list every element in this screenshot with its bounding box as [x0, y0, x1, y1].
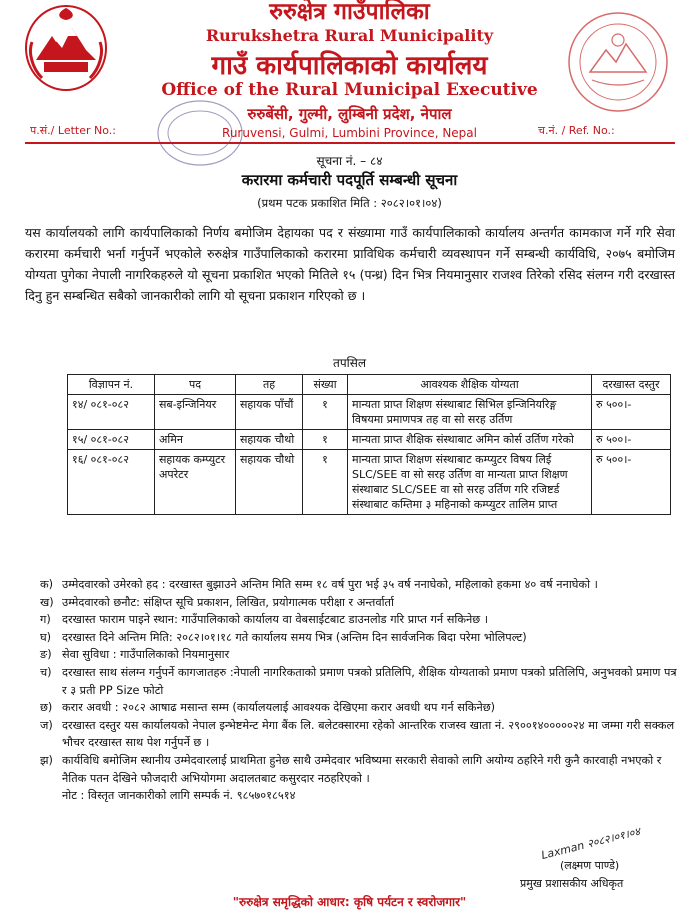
note-text: कार्यविधि बमोजिम स्थानीय उम्मेदवारलाई प्राथमिता हुनेछ साथै उम्मेदवार भविष्यमा सरकारी सेवाको लागि अयोग्य ठहरिने गरी कुनै कारवाही नभएको र नैतिक पतन देखिने फौजदारी अभियोगमा अदालतबाट कसुरदार नठहरिएको ।: [62, 753, 662, 785]
note-key: ङ): [40, 648, 52, 662]
office-name-english: Office of the Rural Municipal Executive: [161, 80, 538, 100]
cell-level: सहायक चौथो: [236, 430, 303, 450]
notice-title: करारमा कर्मचारी पदपूर्ति सम्बन्धी सूचना: [241, 171, 458, 189]
notes-list: [40, 576, 680, 805]
cell-advertisement-no: १६/ ०८१-०८२: [68, 450, 155, 515]
note-text: करार अवधी : २०८२ आषाढ मसान्त सम्म (कार्यालयलाई आवश्यक देखिएमा करार अवधी थप गर्न सकिनेछ): [62, 701, 496, 715]
note-item: [40, 646, 680, 664]
notice-number: सूचना नं. – ८४: [316, 154, 383, 168]
column-header: संख्या: [303, 375, 348, 395]
note-item: [40, 717, 680, 752]
cell-level: सहायक पाँचौं: [236, 395, 303, 430]
note-text: दरखास्त साथ संलग्न गर्नुपर्ने कागजातहरु :नेपाली नागरिकताको प्रमाण पत्रको प्रतिलिपि, शैक्षिक योग्यताको प्रमाण पत्रको प्रतिलिपि, अनुभवको प्रमाण पत्र र ३ प्रती PP Size फोटो: [62, 665, 677, 697]
note-item: [40, 629, 680, 647]
table-row: [68, 395, 671, 430]
address-nepali: रुरुबेंसी, गुल्मी, लुम्बिनी प्रदेश, नेपाल: [247, 105, 452, 123]
column-header: पद: [155, 375, 236, 395]
cell-count: १: [303, 430, 348, 450]
note-key: झ): [40, 753, 53, 767]
note-key: क): [40, 578, 54, 591]
reference-number-label: च.नं. / Ref. No.:: [538, 124, 615, 137]
cell-advertisement-no: १५/ ०८१-०८२: [68, 430, 155, 450]
cell-fee: रु ५००।-: [592, 430, 671, 450]
note-key: ख): [40, 595, 54, 609]
note-item: [40, 699, 680, 717]
note-key: च): [40, 665, 52, 679]
note-key: छ): [40, 701, 53, 715]
note-text: दरखास्त फाराम पाइने स्थान: गाउँपालिकाको कार्यालय वा वेबसाईटबाट डाउनलोड गरि प्राप्त गर्न सकिनेछ ।: [62, 613, 489, 627]
address-english: Ruruvensi, Gulmi, Lumbini Province, Nepal: [222, 126, 477, 140]
note-item: [40, 611, 680, 629]
table-row: [68, 430, 671, 450]
signatory-designation: प्रमुख प्रशासकीय अधिकृत: [520, 877, 624, 890]
cell-advertisement-no: १४/ ०८१-०८२: [68, 395, 155, 430]
cell-qualification: मान्यता प्राप्त शिक्षण संस्थाबाट सिभिल इन्जिनियरिङ्ग विषयमा प्रमाणपत्र तह वा सो सरह उर्तिण: [348, 395, 592, 430]
letter-number-label: प.सं./ Letter No.:: [30, 124, 116, 137]
office-name-nepali: गाउँ कार्यपालिकाको कार्यालय: [211, 51, 488, 81]
note-key: ग): [40, 613, 51, 627]
signatory-name: (लक्ष्मण पाण्डे): [560, 859, 620, 872]
column-header: दरखास्त दस्तुर: [592, 375, 671, 395]
cell-fee: रु ५००।-: [592, 395, 671, 430]
cell-qualification: मान्यता प्राप्त शिक्षण संस्थाबाट कम्प्युटर विषय लिई SLC/SEE वा सो सरह उर्तिण वा मान्यता प्राप्त शिक्षण संस्थाबाट SLC/SEE वा सो सरह उर्तिण गरि रजिष्टर्ड संस्थाबाट कम्तिमा ३ महिनाको कम्प्युटर तालिम प्राप्त: [348, 450, 592, 515]
cell-post: सहायक कम्प्युटर अपरेटर: [155, 450, 236, 515]
cell-level: सहायक चौथो: [236, 450, 303, 515]
footer-slogan: "रुरुक्षेत्र समृद्धिको आधार: कृषि पर्यटन र स्वरोजगार": [232, 895, 467, 909]
note-item: [40, 752, 680, 787]
notice-published-date: (प्रथम पटक प्रकाशित मिति : २०८२।०१।०४): [257, 196, 442, 210]
municipality-name-english: Rurukshetra Rural Municipality: [205, 26, 494, 45]
contact-note: नोट : विस्तृत जानकारीको लागि सम्पर्क नं. ९८५७०१८५१४: [62, 789, 296, 803]
cell-fee: रु ५००।-: [592, 450, 671, 515]
column-header: विज्ञापन नं.: [68, 375, 155, 395]
note-text: उम्मेदवारको छनौट: संक्षिप्त सूचि प्रकाशन, लिखित, प्रयोगात्मक परीक्षा र अन्तर्वार्ता: [62, 595, 394, 609]
note-key: ज): [40, 718, 53, 732]
note-item: [40, 576, 680, 594]
signature-scribble: Laxman २०८२।०१।०४: [539, 824, 642, 863]
notice-body: यस कार्यालयको लागि कार्यपालिकाको निर्णय बमोजिम देहायका पद र संख्यामा गाउँ कार्यपालिकाको कार्यालय अन्तर्गत कामकाज गर्ने गरि सेवा करारमा कर्मचारी भर्ना गर्नुपर्ने भएकोले रुरुक्षेत्र गाउँपालिकाको करारमा प्राविधिक कर्मचारी व्यवस्थापन गर्ने सम्बन्धी कार्यविधि, २०७५ बमोजिम योग्यता पुगेका नेपाली नागरिकहरुले यो सूचना प्रकाशित भएको मितिले १५ (पन्ध्र) दिन भित्र नियमानुसार राजश्व तिरेको रसिद संलग्न गरी दरखास्त दिनु हुन सम्बन्धित सबैको जानकारीको लागि यो सूचना प्रकाशन गरिएको छ ।: [25, 225, 675, 303]
table-header-row: [68, 375, 671, 395]
cell-post: अमिन: [155, 430, 236, 450]
column-header: आवश्यक शैक्षिक योग्यता: [348, 375, 592, 395]
note-item: [40, 594, 680, 612]
note-key: घ): [40, 630, 52, 644]
table-row: [68, 450, 671, 515]
note-text: दरखास्त दिने अन्तिम मिति: २०८२।०१।१८ गते कार्यालय समय भित्र (अन्तिम दिन सार्वजनिक बिदा परेमा भोलिपल्ट): [62, 630, 527, 644]
vacancy-table: [67, 374, 671, 515]
cell-post: सब-इन्जिनियर: [155, 395, 236, 430]
municipality-name-nepali: रुरुक्षेत्र गाउँपालिका: [269, 0, 430, 25]
cell-count: १: [303, 395, 348, 430]
column-header: तह: [236, 375, 303, 395]
cell-qualification: मान्यता प्राप्त शैक्षिक संस्थाबाट अमिन कोर्स उर्तिण गरेको: [348, 430, 592, 450]
note-text: दरखास्त दस्तुर यस कार्यालयको नेपाल इन्भेष्टमेन्ट मेगा बैंक लि. बलेटक्सारमा रहेको आन्तरिक राजस्व खाता नं. २९००१४०००००२४ मा जम्मा गरी सक्कल भौचर दरखास्त साथ पेश गर्नुपर्ने छ ।: [62, 718, 675, 750]
cell-count: १: [303, 450, 348, 515]
note-text: उम्मेदवारको उमेरको हद : दरखास्त बुझाउने अन्तिम मिति सम्म १८ वर्ष पुरा भई ३५ वर्ष ननाघेको, महिलाको हकमा ४० वर्ष ननाघेको ।: [62, 578, 598, 591]
header-divider: [25, 142, 675, 144]
note-text: सेवा सुविधा : गाउँपालिकाको नियमानुसार: [62, 648, 230, 662]
table-title: तपसिल: [332, 356, 366, 370]
note-item: [40, 664, 680, 699]
